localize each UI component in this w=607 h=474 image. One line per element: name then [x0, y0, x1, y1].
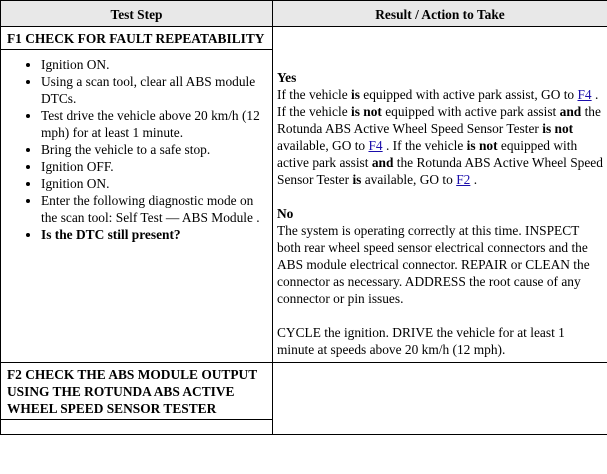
test-step-header: Test Step — [1, 1, 273, 27]
f1-step-6: • Ignition ON. — [41, 175, 268, 192]
f1-title: F1 CHECK FOR FAULT REPEATABILITY — [1, 27, 272, 50]
f1-step-3: • Test drive the vehicle above 20 km/h (12 mph) for at least 1 minute. — [41, 107, 268, 141]
goto-f4-link-2[interactable]: F4 — [368, 138, 383, 153]
f2-step-cell — [1, 363, 273, 435]
result-action-header: Result / Action to Take — [273, 1, 607, 27]
no-label: No — [277, 206, 294, 221]
no-paragraph-2: CYCLE the ignition. DRIVE the vehicle for at least 1 minute at speeds above 20 km/h (12 mph). — [277, 325, 565, 357]
f1-step-7: • Enter the following diagnostic mode on the scan tool: Self Test — ABS Module . — [41, 192, 268, 226]
yes-paragraph: If the vehicle is equipped with active park assist, GO to F4 . If the vehicle is not equipped with active park assist and the Rotunda ABS Active Wheel Speed Sensor Tester is not available, GO to F4 . If the vehicle is not equipped with active park assist and the Rotunda ABS Active Wheel Speed Sensor Tester is available, GO to F2 . — [277, 87, 603, 187]
f2-row — [1, 363, 607, 435]
f1-question — [41, 226, 268, 243]
f1-step-cell — [1, 27, 273, 363]
f1-step-list — [1, 50, 272, 249]
f1-step-2: • Using a scan tool, clear all ABS module DTCs. — [41, 73, 268, 107]
header-row — [1, 1, 607, 27]
goto-f4-link-1[interactable]: F4 — [577, 87, 592, 102]
no-paragraph-1: The system is operating correctly at this time. INSPECT both rear wheel speed sensor electrical connectors and the ABS module electrical connector. REPAIR or CLEAN the connector as necessary. ADDRESS the root cause of any connector or pin issues. — [277, 223, 590, 306]
f1-step-5: • Ignition OFF. — [41, 158, 268, 175]
f1-step-1: • Ignition ON. — [41, 56, 268, 73]
f2-result-cell — [273, 363, 607, 435]
goto-f2-link[interactable]: F2 — [456, 172, 471, 187]
yes-label: Yes — [277, 70, 297, 85]
f1-row — [1, 27, 607, 363]
f1-result-cell — [273, 27, 607, 363]
f1-question-text: Is the DTC still present? — [41, 227, 181, 242]
f2-title: F2 CHECK THE ABS MODULE OUTPUT USING THE ROTUNDA ABS ACTIVE WHEEL SPEED SENSOR TESTER — [1, 363, 272, 420]
f1-step-4: • Bring the vehicle to a safe stop. — [41, 141, 268, 158]
